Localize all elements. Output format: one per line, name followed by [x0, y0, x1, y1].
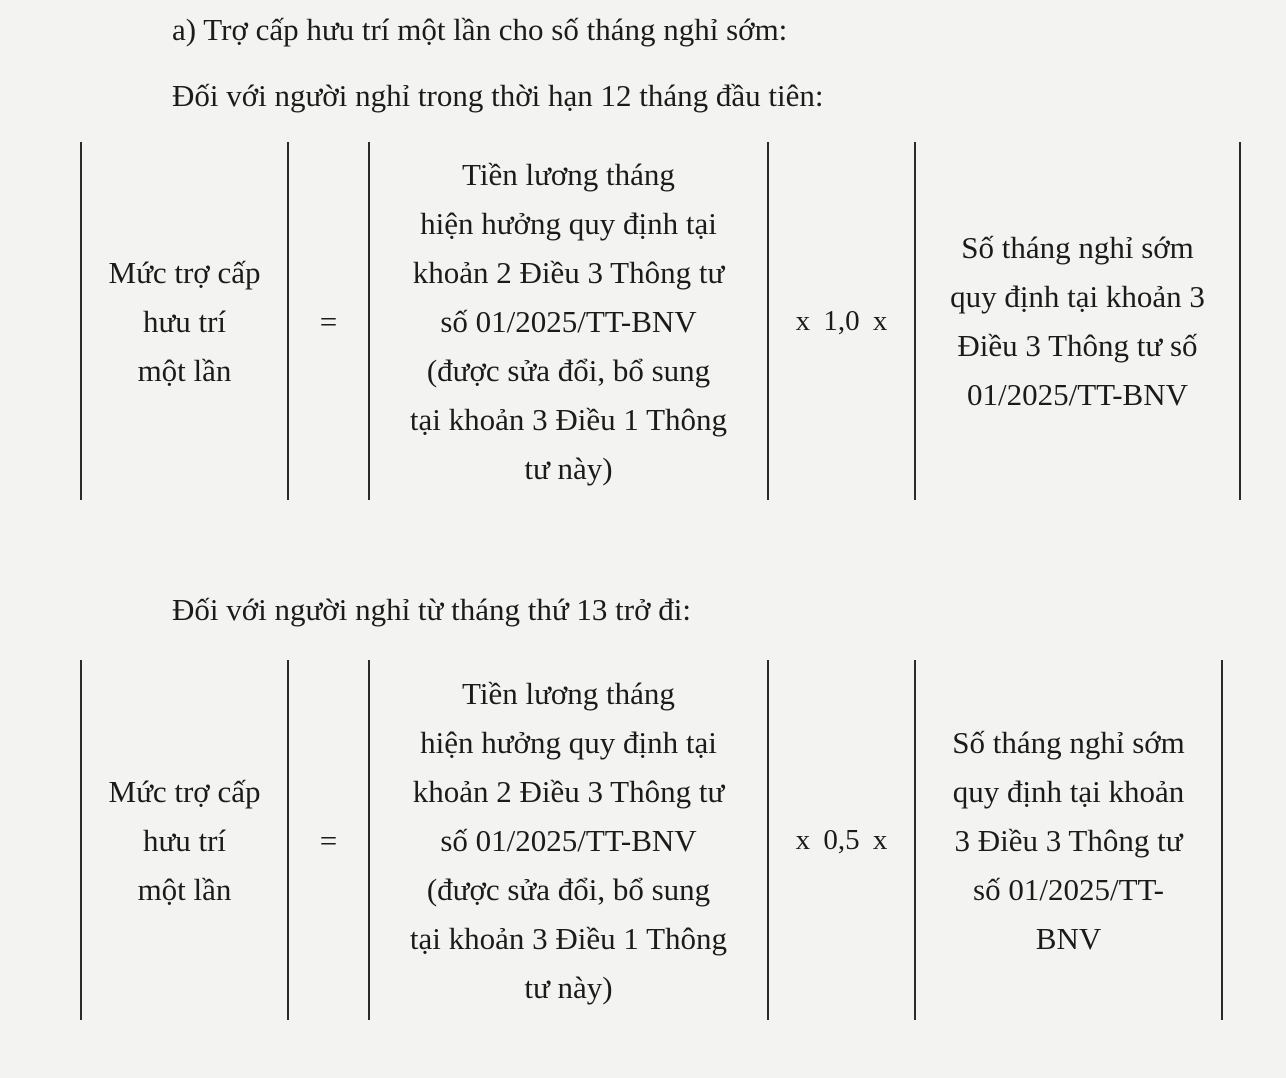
- text-line: (được sửa đổi, bổ sung: [426, 871, 711, 907]
- section-heading: a) Trợ cấp hưu trí một lần cho số tháng nghỉ sớm:: [172, 12, 788, 47]
- salary-term: [370, 660, 767, 1020]
- multiplier: x 0,5 x: [795, 823, 888, 856]
- text-line: số 01/2025/TT-: [973, 871, 1164, 907]
- text-line: tư này): [524, 969, 613, 1005]
- text-line: hưu trí: [142, 303, 227, 339]
- case-1-heading: Đối với người nghỉ trong thời hạn 12 tháng đầu tiên:: [172, 78, 824, 113]
- text-line: 3 Điều 3 Thông tư: [954, 822, 1183, 858]
- months-term: [916, 660, 1221, 1020]
- text-line: BNV: [1035, 920, 1102, 956]
- salary-term: [370, 142, 767, 500]
- benefit-label: [82, 660, 287, 1020]
- benefit-label: [82, 142, 287, 500]
- formula-table-2: [80, 660, 1242, 1020]
- text-line: hiện hưởng quy định tại: [420, 724, 717, 760]
- multiplier: x 1,0 x: [795, 304, 888, 337]
- equals-sign: =: [319, 822, 338, 858]
- text-line: tại khoản 3 Điều 1 Thông: [409, 401, 728, 437]
- text-line: Mức trợ cấp: [108, 773, 261, 809]
- text-line: hưu trí: [142, 822, 227, 858]
- text-line: Điều 3 Thông tư số: [957, 328, 1198, 363]
- text-line: số 01/2025/TT-BNV: [440, 303, 697, 339]
- text-line: số 01/2025/TT-BNV: [440, 822, 697, 858]
- text-line: Số tháng nghỉ sớm: [961, 230, 1194, 265]
- text-line: một lần: [137, 352, 232, 388]
- divider: [1239, 142, 1241, 500]
- text-line: khoản 2 Điều 3 Thông tư: [412, 773, 725, 809]
- text-line: tại khoản 3 Điều 1 Thông: [409, 920, 728, 956]
- text-line: 01/2025/TT-BNV: [966, 377, 1188, 412]
- equals-sign: =: [319, 303, 338, 339]
- formula-table-1: [80, 142, 1242, 500]
- text-line: (được sửa đổi, bổ sung: [426, 352, 711, 388]
- text-line: Số tháng nghỉ sớm: [952, 724, 1185, 760]
- divider: [1221, 660, 1223, 1020]
- case-2-heading: Đối với người nghỉ từ tháng thứ 13 trở đi:: [172, 592, 691, 627]
- text-line: Tiền lương tháng: [462, 675, 675, 711]
- text-line: quy định tại khoản: [952, 773, 1185, 809]
- text-line: tư này): [524, 450, 613, 486]
- text-line: Mức trợ cấp: [108, 254, 261, 290]
- text-line: khoản 2 Điều 3 Thông tư: [412, 254, 725, 290]
- text-line: Tiền lương tháng: [462, 156, 675, 192]
- text-line: quy định tại khoản 3: [950, 279, 1205, 314]
- months-term: [916, 142, 1239, 500]
- text-line: một lần: [137, 871, 232, 907]
- text-line: hiện hưởng quy định tại: [420, 205, 717, 241]
